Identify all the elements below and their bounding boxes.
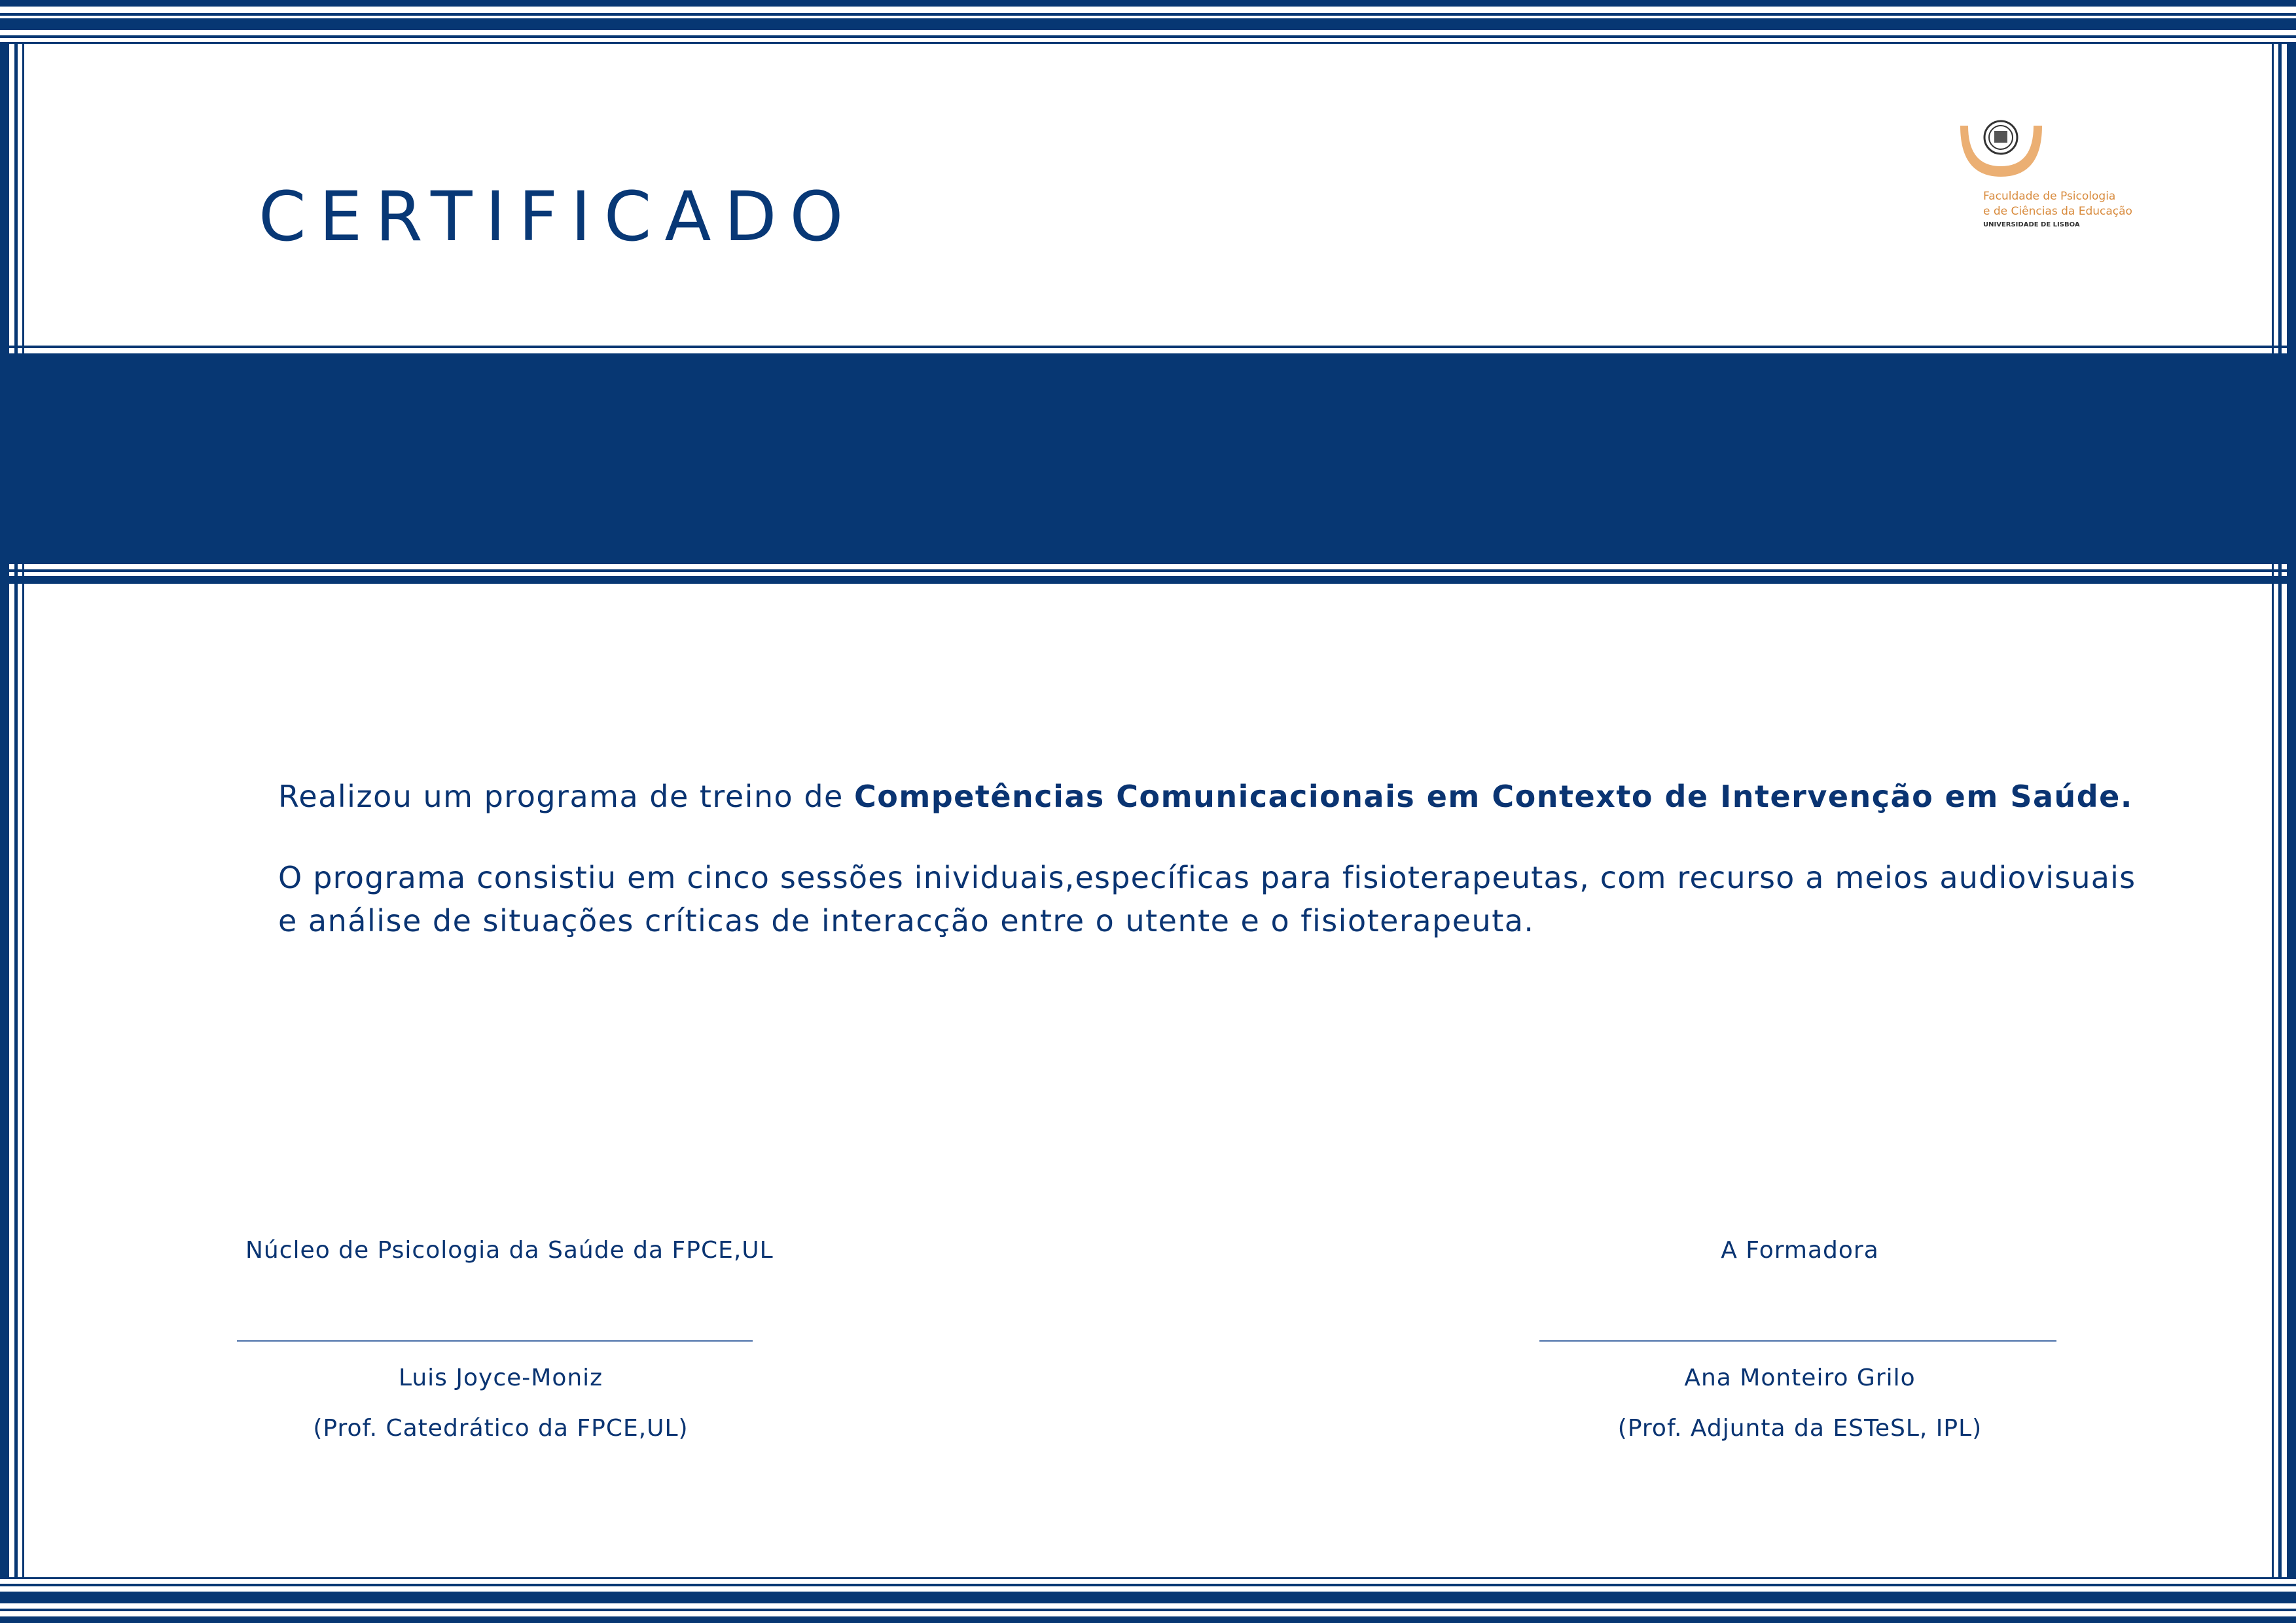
left-signatory-name: Luis Joyce-Moniz: [398, 1364, 603, 1391]
band-top-line: [0, 346, 2296, 348]
body-line-1: [278, 779, 2133, 814]
logo-line-1: Faculdade de Psicologia: [1983, 190, 2116, 203]
bottom-border-stripe-4: [0, 1609, 2296, 1611]
university-seal-icon: [1954, 111, 2150, 190]
left-signatory-role: Núcleo de Psicologia da Saúde da FPCE,UL: [245, 1237, 774, 1264]
top-border-stripe-3: [0, 18, 2296, 30]
left-border-stripe-3: [22, 44, 24, 1577]
right-border-stripe-1: [2272, 44, 2274, 1577]
logo-line-2: e de Ciências da Educação: [1983, 205, 2132, 218]
right-signature-line: [1539, 1340, 2056, 1342]
right-border-stripe-2: [2278, 44, 2282, 1577]
right-border-stripe-3: [2287, 44, 2296, 1577]
right-signatory-role: A Formadora: [1721, 1237, 1879, 1264]
band-bottom-line-1: [0, 569, 2296, 572]
faculty-logo: [1954, 111, 2150, 242]
body-line-2: O programa consistiu em cinco sessões inividuais,específicas para fisioterapeutas, com recurso a meios audiovisuais: [278, 860, 2136, 895]
body-line-3: e análise de situações críticas de interacção entre o utente e o fisioterapeuta.: [278, 903, 1535, 938]
header-band: [0, 353, 2296, 564]
bottom-border-stripe-5: [0, 1616, 2296, 1623]
right-signatory-name: Ana Monteiro Grilo: [1684, 1364, 1916, 1391]
band-bottom-line-2: [0, 576, 2296, 584]
logo-line-3: UNIVERSIDADE DE LISBOA: [1983, 221, 2080, 228]
left-signature-line: [237, 1340, 753, 1342]
left-border-stripe-1: [0, 44, 9, 1577]
program-name: Competências Comunicacionais em Contexto de Intervenção em Saúde.: [853, 779, 2133, 814]
top-border-stripe-4: [0, 35, 2296, 38]
right-signatory-title: (Prof. Adjunta da ESTeSL, IPL): [1617, 1415, 1982, 1442]
left-signatory-title: (Prof. Catedrático da FPCE,UL): [313, 1415, 689, 1442]
left-border-stripe-2: [14, 44, 18, 1577]
bottom-border-stripe-3: [0, 1592, 2296, 1603]
bottom-border-stripe-2: [0, 1584, 2296, 1586]
bottom-border-stripe-1: [0, 1577, 2296, 1579]
top-border-stripe-1: [0, 0, 2296, 7]
certificate-title: CERTIFICADO: [259, 177, 857, 257]
top-border-stripe-5: [0, 42, 2296, 44]
body-line-1-prefix: Realizou um programa de treino de: [278, 779, 854, 814]
top-border-stripe-2: [0, 13, 2296, 16]
